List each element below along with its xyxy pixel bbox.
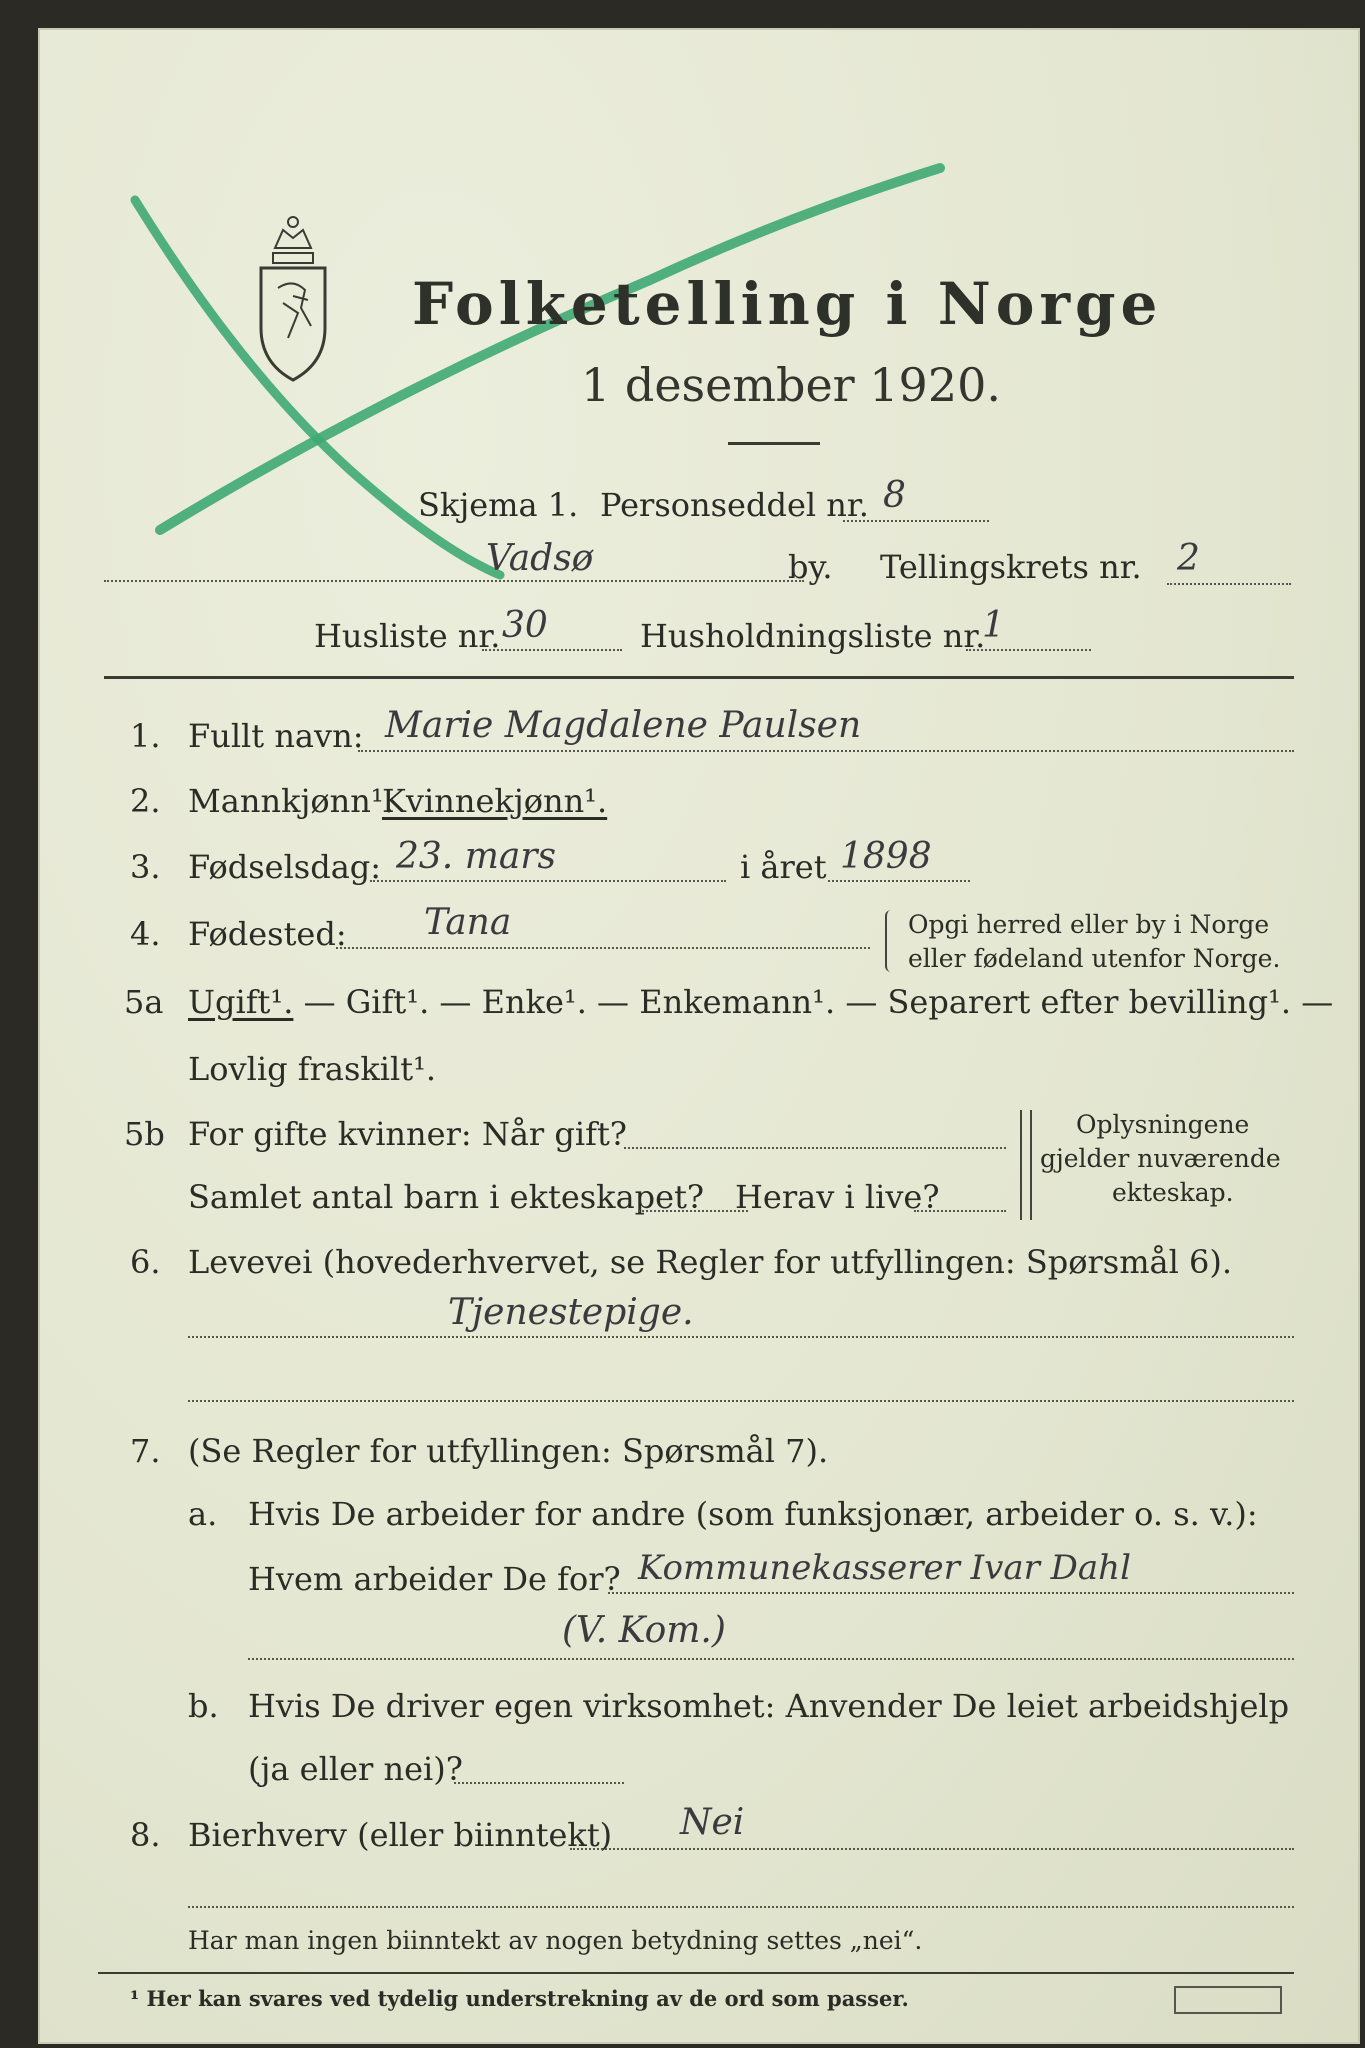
q8-label: Bierhverv (eller biinntekt) [188,1816,613,1854]
title-divider [728,442,820,445]
q5b-number: 5b [124,1115,165,1153]
q5a-number: 5a [124,983,164,1021]
q8-line [570,1848,1294,1850]
q1-number: 1. [130,717,161,755]
q2-number: 2. [130,782,161,820]
q7a-value: Kommunekasserer Ivar Dahl [638,1548,1131,1588]
header-rule [104,676,1294,679]
q7b-text: Hvis De driver egen virksomhet: Anvender De leiet arbeidshjelp [248,1687,1290,1725]
q3-year-line [828,880,970,882]
green-cross-mark-icon [90,90,970,610]
q3-number: 3. [130,848,161,886]
q7a-line-2 [248,1658,1294,1660]
q5b-label-2: Samlet antal barn i ekteskapet? [188,1178,705,1216]
q5b-note-1: Oplysningene [1076,1110,1250,1139]
q3-label: Fødselsdag: [188,848,382,886]
q5b-label-3: Herav i live? [735,1178,940,1216]
q5a-ugift: Ugift¹. [188,983,294,1021]
husliste-label: Husliste nr. [314,617,501,655]
q5b-note-2: gjelder nuværende [1040,1144,1281,1173]
personseddel-label: Personseddel nr. [600,486,869,524]
personseddel-line [843,520,989,522]
q7-label: (Se Regler for utfyllingen: Spørsmål 7). [188,1432,829,1470]
q5b-label-1: For gifte kvinner: Når gift? [188,1115,627,1153]
q4-note-1: Opgi herred eller by i Norge [908,910,1270,939]
husliste-value: 30 [502,605,548,646]
q1-label: Fullt navn: [188,717,364,755]
q8-number: 8. [130,1816,161,1854]
q5b-line-3 [914,1210,1006,1212]
q7a-text: Hvis De arbeider for andre (som funksjonær, arbeider o. s. v.): [248,1495,1258,1533]
q4-value: Tana [424,902,512,943]
q6-number: 6. [130,1243,161,1281]
q5b-line-2 [638,1210,748,1212]
q8-line-2 [188,1906,1294,1908]
q7a-value-2: (V. Kom.) [562,1610,726,1651]
husliste-line [482,649,622,651]
census-date: 1 desember 1920. [581,358,1001,412]
footer-rule [98,1972,1294,1974]
q6-value: Tjenestepige. [448,1292,694,1333]
q7b-text-2: (ja eller nei)? [248,1750,463,1788]
by-line [104,580,804,582]
q5b-note-3: ekteskap. [1112,1178,1234,1207]
q3-year-value: 1898 [840,836,932,877]
skjema-label: Skjema 1. [418,486,579,524]
q8-value: Nei [680,1802,745,1843]
q7b-letter: b. [188,1687,219,1725]
q6-line-2 [188,1400,1294,1402]
husholdningsliste-label: Husholdningsliste nr. [640,617,986,655]
tellingskrets-value: 2 [1177,538,1200,579]
by-value: Vadsø [486,538,594,579]
tellingskrets-line [1167,583,1291,585]
q7a-who: Hvem arbeider De for? [248,1560,621,1598]
q3-value: 23. mars [396,836,556,877]
q3-line [370,880,726,882]
q5a-rest: — Gift¹. — Enke¹. — Enkemann¹. — Separert efter bevilling¹. — [293,983,1334,1021]
q4-line [336,947,870,949]
q2-female: Kvinnekjønn¹. [382,782,608,820]
q4-label: Fødested: [188,915,347,953]
q5b-brace [1020,1110,1032,1220]
tellingskrets-label: Tellingskrets nr. [880,548,1142,586]
q5a-options [188,983,1333,1021]
q4-note-2: eller fødeland utenfor Norge. [908,944,1281,973]
q5a-line2: Lovlig fraskilt¹. [188,1050,437,1088]
q4-brace [885,910,897,972]
page-title: Folketelling i Norge [412,270,1163,338]
q7a-letter: a. [188,1495,218,1533]
q4-number: 4. [130,915,161,953]
q1-value: Marie Magdalene Paulsen [385,705,862,746]
q5b-line-1 [624,1147,1006,1149]
q7a-line-1 [608,1592,1294,1594]
census-form [38,28,1360,2044]
q7-number: 7. [130,1432,161,1470]
printer-stamp [1174,1986,1282,2014]
husholdningsliste-value: 1 [982,605,1005,646]
personseddel-value: 8 [883,475,906,516]
q1-line [358,750,1294,752]
q3-year-label: i året [740,848,827,886]
by-label: by. [788,548,833,586]
q2-male: Mannkjønn¹. [188,782,394,820]
q6-label: Levevei (hovederhvervet, se Regler for utfyllingen: Spørsmål 6). [188,1243,1233,1281]
nei-note: Har man ingen biinntekt av nogen betydning settes „nei“. [188,1926,923,1955]
husholdningsliste-line [966,649,1091,651]
q7b-line [454,1782,624,1784]
q6-line-1 [188,1336,1294,1338]
footnote: ¹ Her kan svares ved tydelig understrekning av de ord som passer. [130,1986,909,2011]
